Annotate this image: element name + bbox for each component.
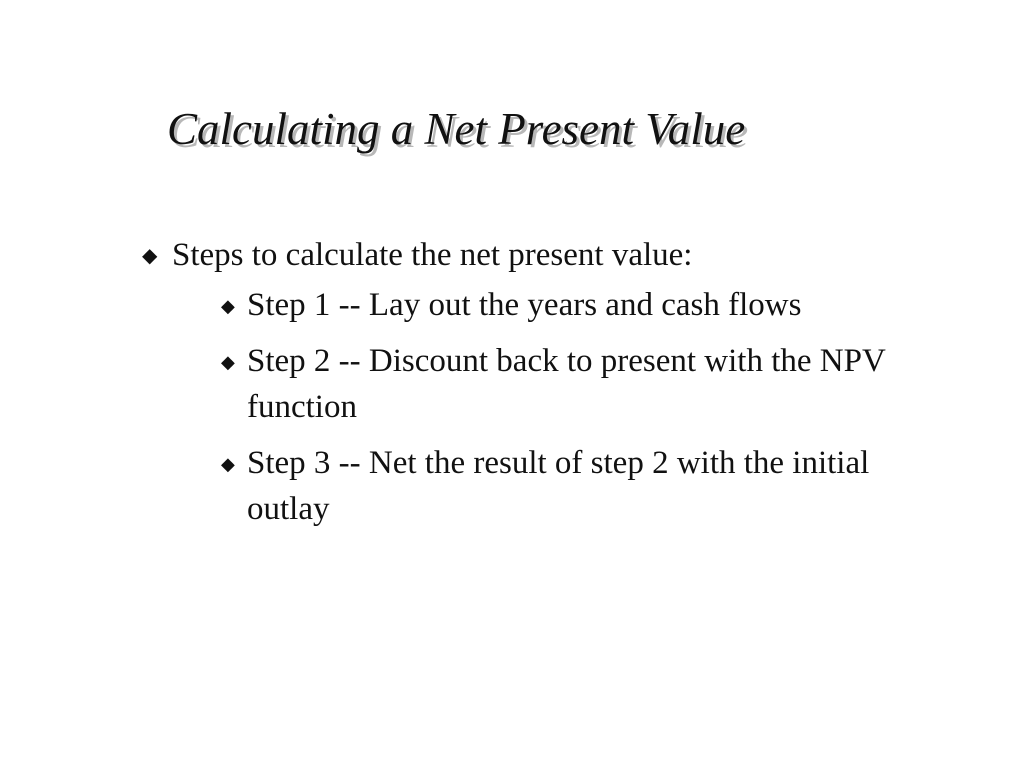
diamond-bullet-icon: ◆	[142, 245, 158, 267]
sub-bullet-step-2	[217, 338, 920, 430]
sub-bullet-list	[172, 282, 920, 532]
sub-bullet-step-3	[217, 440, 920, 532]
slide-title: Calculating a Net Present Value	[167, 104, 746, 154]
sub-bullet-text: Step 2 -- Discount back to present with the NPV function	[247, 343, 886, 425]
sub-bullet-text: Step 3 -- Net the result of step 2 with the initial outlay	[247, 445, 870, 527]
bullet-text: Steps to calculate the net present value:	[172, 237, 693, 273]
diamond-bullet-icon: ◆	[221, 352, 235, 372]
sub-bullet-step-1	[217, 282, 920, 328]
sub-bullet-text: Step 1 -- Lay out the years and cash flows	[247, 287, 802, 323]
diamond-bullet-icon: ◆	[221, 454, 235, 474]
bullet-item-steps	[140, 232, 920, 532]
diamond-bullet-icon: ◆	[221, 296, 235, 316]
bullet-list	[140, 232, 920, 542]
